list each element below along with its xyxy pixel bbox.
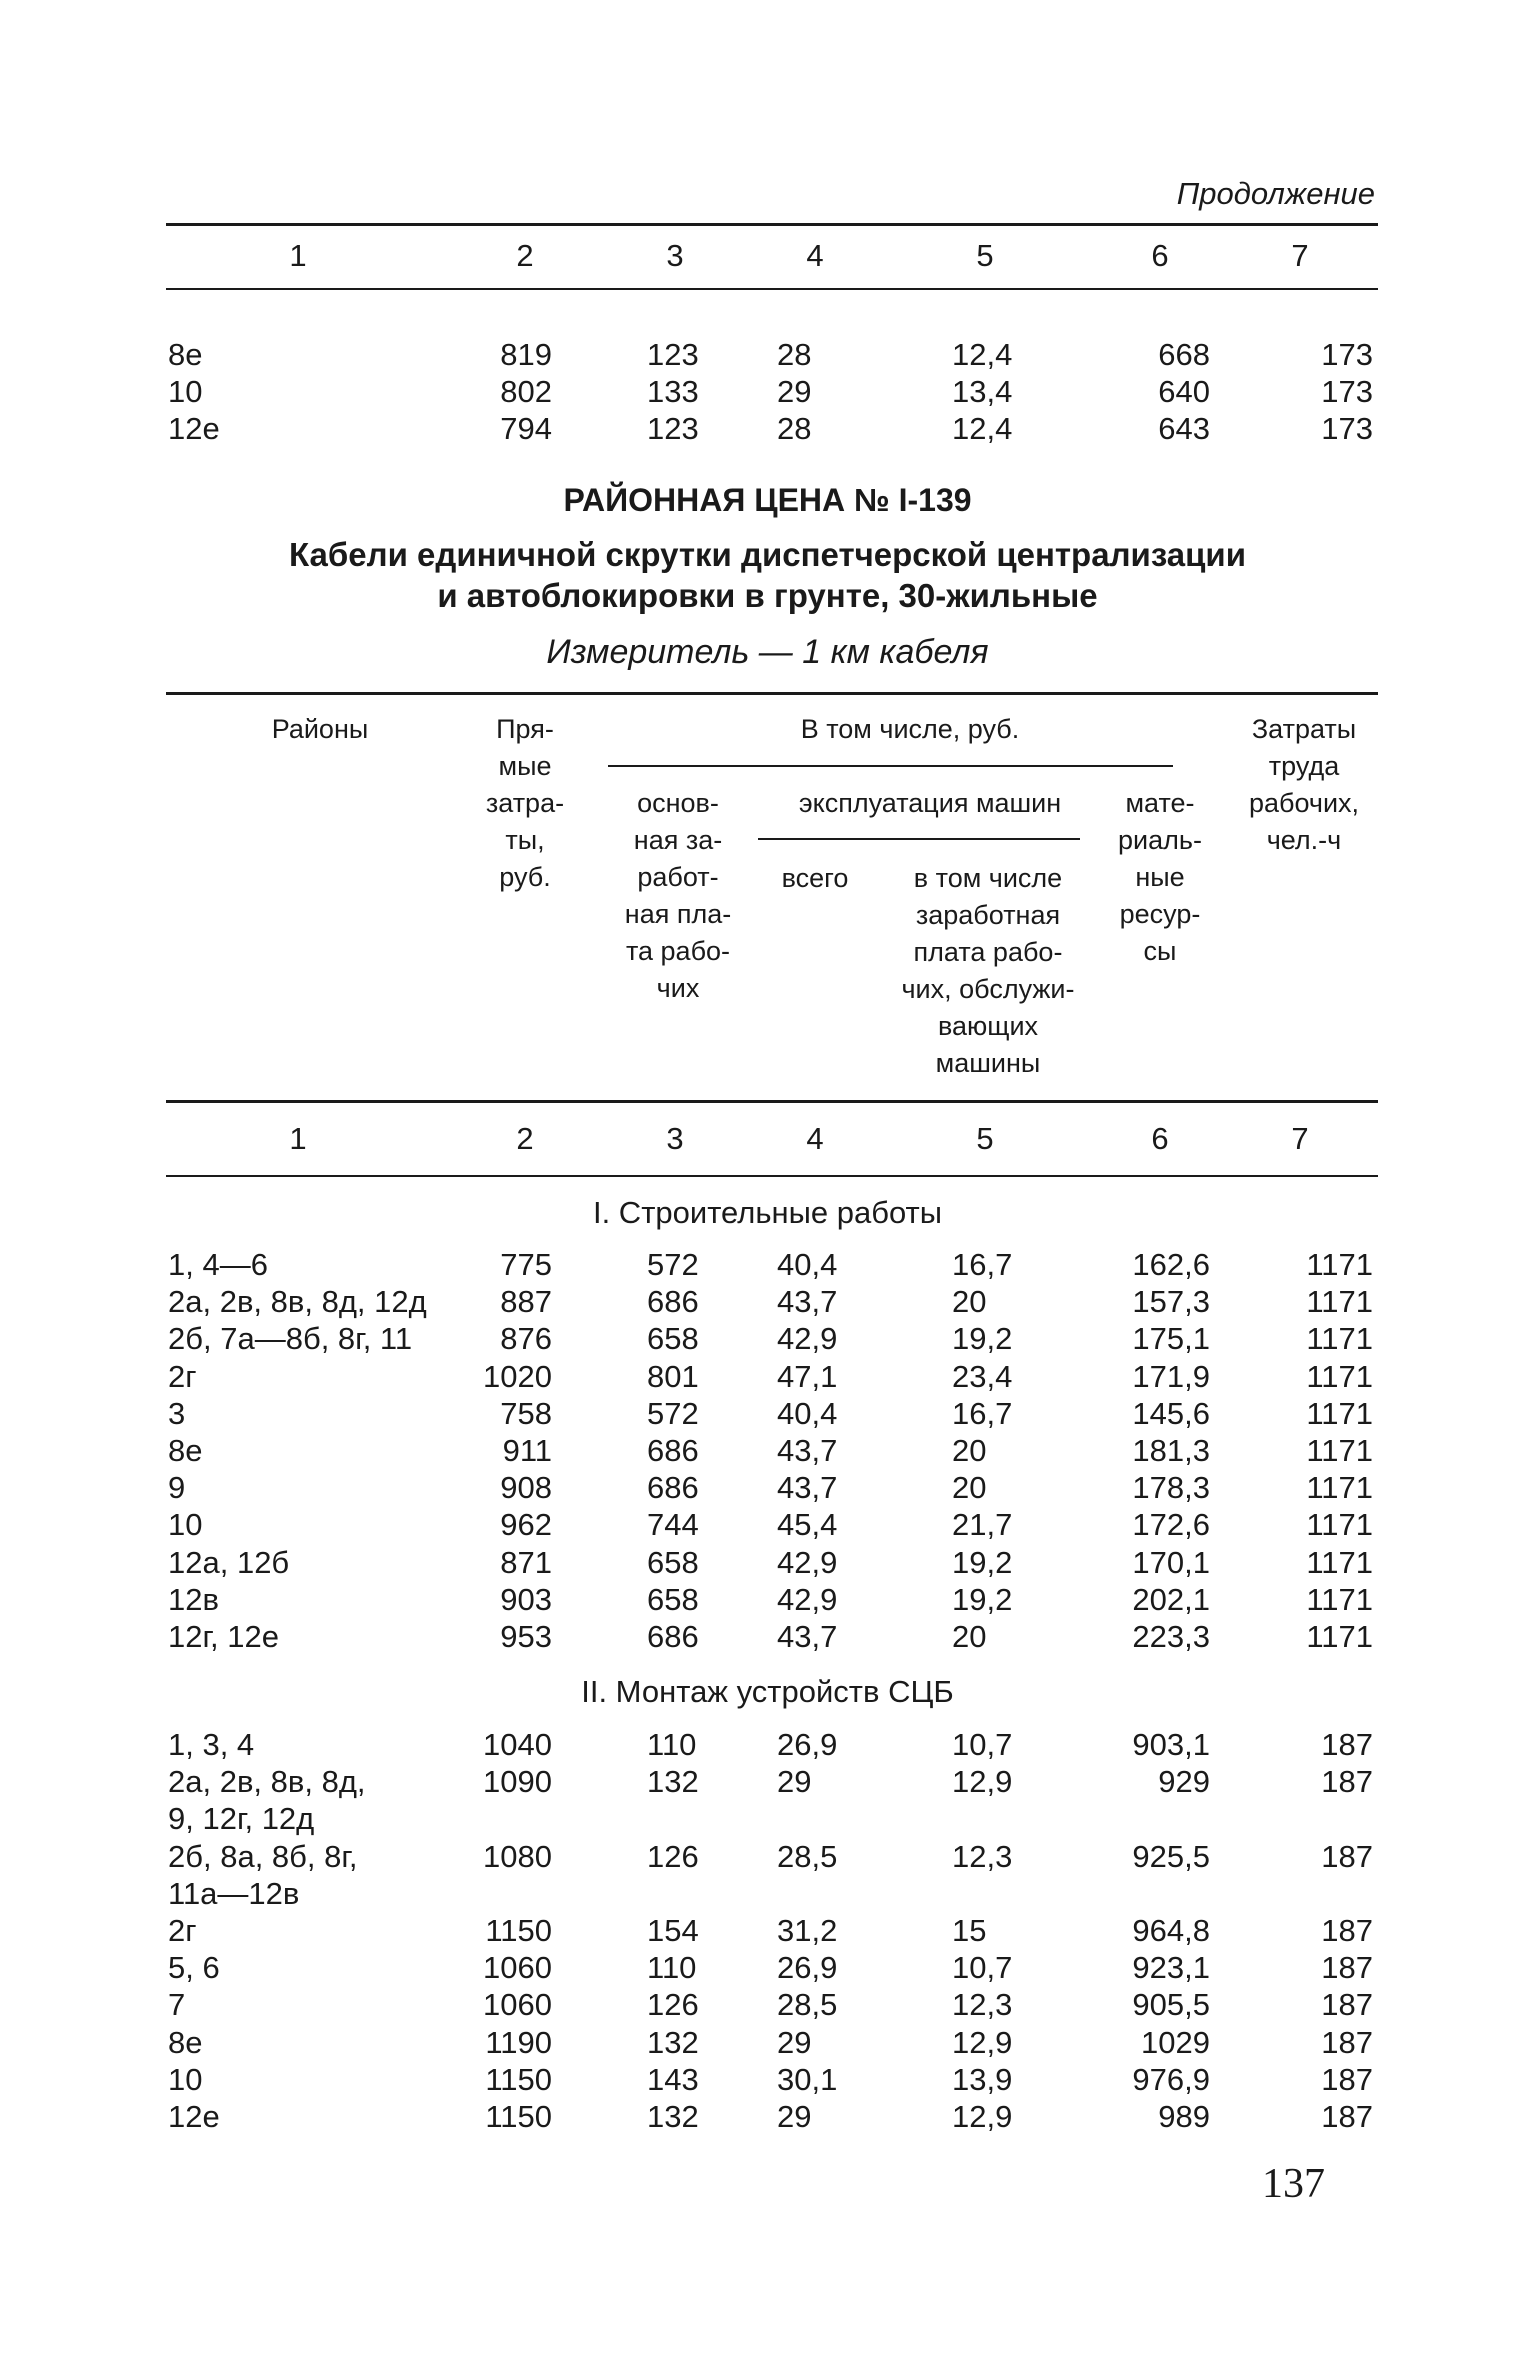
page-number: 137 [1262,2161,1325,2207]
column-number: 1 [289,238,307,273]
table-cell: 42,9 [777,1581,838,1617]
column-number: 5 [976,238,994,273]
table-cell: 871 [500,1544,552,1580]
table-cell: 28 [777,411,812,446]
table-cell: 40,4 [777,1247,838,1282]
table-cell: 12,4 [952,411,1013,446]
table-cell: 126 [647,1987,699,2023]
table-cell: 929 [1158,1764,1210,1800]
header-line: руб. [499,862,551,892]
table-cell: 1171 [1306,1433,1373,1468]
table-cell: 1040 [483,1727,552,1762]
table-cell: 572 [647,1395,699,1431]
column-number: 4 [806,1121,824,1156]
table-cell: 19,2 [952,1581,1013,1617]
table-cell: 12,9 [952,1764,1013,1800]
table-cell: 12,4 [952,337,1013,372]
table-cell: 801 [647,1358,699,1394]
table-cell: 28,5 [777,1987,838,2023]
table-cell: 20 [952,1284,987,1320]
header-regions: Районы [271,714,369,744]
table-cell: 20 [952,1619,987,1654]
table-cell: 686 [647,1433,699,1468]
table-cell: 187 [1321,1913,1373,1948]
section-1-title: I. Строительные работы [592,1195,943,1230]
table-cell: 181,3 [1132,1433,1210,1468]
column-number: 2 [516,1121,534,1156]
table-cell: 28,5 [777,1838,838,1874]
table-cell: 132 [647,1764,699,1800]
table-cell: 13,9 [952,2061,1013,2097]
table-cell: 145,6 [1132,1395,1210,1431]
header-line: чих [656,973,700,1003]
table-cell: 903 [500,1581,552,1617]
table-cell: 110 [647,1950,697,1986]
table-cell: 686 [647,1470,699,1506]
table-cell: 1171 [1306,1619,1373,1654]
table-cell: 13,4 [952,374,1013,409]
table-cell: 19,2 [952,1321,1013,1357]
table-cell: 173 [1321,337,1373,372]
row-label: 2а, 2в, 8в, 8д, [168,1764,366,1800]
table-cell: 31,2 [777,1913,838,1948]
row-label: 10 [168,374,203,409]
header-line: ты, [505,825,545,855]
table-cell: 157,3 [1132,1284,1210,1320]
table-cell: 26,9 [777,1727,838,1762]
header-line: рабочих, [1248,788,1360,818]
table-cell: 202,1 [1132,1581,1210,1617]
table-cell: 110 [647,1727,697,1762]
table-cell: 12,9 [952,2024,1013,2060]
table-cell: 1060 [483,1950,552,1986]
table-cell: 12,3 [952,1987,1013,2023]
table-cell: 658 [647,1581,699,1617]
table-cell: 572 [647,1247,699,1282]
table-cell: 43,7 [777,1619,838,1654]
header-line: ная за- [633,825,723,855]
table-cell: 1171 [1306,1544,1373,1580]
top-table-rule-mid [166,288,1378,290]
table-cell: 686 [647,1619,699,1654]
column-number: 6 [1151,238,1169,273]
table-cell: 643 [1158,411,1210,446]
measure-line: Измеритель — 1 км кабеля [546,633,989,671]
header-line: ресур- [1119,899,1201,929]
main-table-rule-colnums [166,1175,1378,1177]
table-cell: 173 [1321,411,1373,446]
section-2-title: II. Монтаж устройств СЦБ [581,1674,954,1709]
header-line: чих, обслужи- [901,974,1075,1004]
row-label: 12в [168,1581,219,1617]
table-cell: 1171 [1306,1358,1373,1394]
table-cell: 30,1 [777,2061,838,2097]
header-line: та рабо- [625,936,731,966]
main-table-rule-top [166,692,1378,695]
table-cell: 42,9 [777,1321,838,1357]
row-label: 12е [168,411,220,446]
table-cell: 1150 [485,2061,552,2097]
row-label: 9 [168,1470,186,1506]
table-cell: 1171 [1306,1247,1373,1282]
table-cell: 16,7 [952,1395,1013,1431]
table-cell: 1171 [1306,1581,1373,1617]
header-line: мате- [1125,788,1195,818]
table-cell: 45,4 [777,1507,838,1543]
table-cell: 40,4 [777,1395,838,1431]
table-cell: 925,5 [1132,1838,1210,1874]
table-cell: 187 [1321,1987,1373,2023]
table-cell: 47,1 [777,1358,838,1394]
table-cell: 1171 [1306,1284,1373,1320]
header-line: работ- [637,862,719,892]
table-cell: 187 [1321,1764,1373,1800]
table-cell: 10,7 [952,1950,1013,1986]
table-cell: 1080 [483,1838,552,1874]
row-label: 1, 4—6 [168,1247,268,1282]
table-cell: 1171 [1306,1470,1373,1506]
header-line: в том числе [913,863,1063,893]
column-number: 4 [806,238,824,273]
row-label: 10 [168,1507,203,1543]
table-cell: 658 [647,1544,699,1580]
table-cell: 29 [777,1764,812,1800]
table-cell: 744 [647,1507,699,1543]
table-cell: 43,7 [777,1284,838,1320]
table-cell: 175,1 [1132,1321,1210,1357]
header-line: затра- [485,788,565,818]
table-cell: 133 [647,374,699,409]
row-label: 8е [168,2024,203,2060]
header-incl: В том числе, руб. [800,714,1020,744]
table-cell: 1150 [485,1913,552,1948]
header-line: мые [498,751,552,781]
table-cell: 187 [1321,1727,1373,1762]
row-label: 2б, 7а—8б, 8г, 11 [168,1321,413,1357]
table-cell: 19,2 [952,1544,1013,1580]
table-cell: 187 [1321,2099,1373,2134]
column-number: 3 [666,1121,684,1156]
subtitle-line-2: и автоблокировки в грунте, 30-жильные [437,577,1098,614]
table-cell: 173 [1321,374,1373,409]
table-cell: 187 [1321,1838,1373,1874]
table-cell: 15 [952,1913,987,1948]
table-cell: 26,9 [777,1950,838,1986]
table-cell: 1171 [1306,1507,1373,1543]
header-line: вающих [937,1011,1039,1041]
row-label: 8е [168,337,203,372]
row-label: 11а—12в [168,1875,300,1911]
table-cell: 908 [500,1470,552,1506]
row-label: 2г [168,1913,197,1948]
table-cell: 162,6 [1132,1247,1210,1282]
table-cell: 1020 [483,1358,552,1394]
header-line: заработная [915,900,1061,930]
column-number: 6 [1151,1121,1169,1156]
table-cell: 802 [500,374,552,409]
table-cell: 29 [777,374,812,409]
header-line: основ- [637,788,719,818]
header-line: Затраты [1251,714,1357,744]
table-cell: 903,1 [1132,1727,1210,1762]
header-line: ные [1135,862,1185,892]
table-cell: 819 [500,337,552,372]
table-cell: 126 [647,1838,699,1874]
table-cell: 1029 [1141,2024,1210,2060]
header-line: машины [935,1048,1041,1078]
table-cell: 668 [1158,337,1210,372]
table-cell: 964,8 [1132,1913,1210,1948]
table-cell: 29 [777,2024,812,2060]
header-line: плата рабо- [913,937,1063,967]
table-cell: 20 [952,1433,987,1468]
column-number: 1 [289,1121,307,1156]
row-label: 10 [168,2061,203,2097]
header-incl-rule [608,765,1173,767]
table-cell: 794 [500,411,552,446]
table-cell: 21,7 [952,1507,1013,1543]
table-cell: 223,3 [1132,1619,1210,1654]
table-cell: 42,9 [777,1544,838,1580]
table-cell: 758 [500,1395,552,1431]
header-machine-rule [758,838,1080,840]
header-line: сы [1143,936,1177,966]
row-label: 12а, 12б [168,1544,290,1580]
table-cell: 953 [500,1619,552,1654]
table-cell: 132 [647,2024,699,2060]
table-cell: 171,9 [1132,1358,1210,1394]
header-total: всего [781,863,849,893]
header-line: риаль- [1118,825,1202,855]
table-cell: 775 [500,1247,552,1282]
table-cell: 12,3 [952,1838,1013,1874]
header-line: Пря- [496,714,554,744]
table-cell: 16,7 [952,1247,1013,1282]
price-title: РАЙОННАЯ ЦЕНА № I-139 [563,482,972,518]
table-cell: 1060 [483,1987,552,2023]
table-cell: 20 [952,1470,987,1506]
row-label: 5, 6 [168,1950,220,1986]
header-line: труда [1268,751,1340,781]
row-label: 12е [168,2099,220,2134]
row-label: 9, 12г, 12д [168,1801,315,1837]
table-cell: 976,9 [1132,2061,1210,2097]
table-cell: 911 [502,1433,552,1468]
column-number: 7 [1291,238,1309,273]
table-cell: 43,7 [777,1470,838,1506]
column-number: 7 [1291,1121,1309,1156]
table-cell: 962 [500,1507,552,1543]
continuation-label: Продолжение [1176,176,1375,211]
top-table-rule-top [166,223,1378,226]
table-cell: 1171 [1306,1395,1373,1431]
table-cell: 143 [647,2061,699,2097]
table-cell: 187 [1321,1950,1373,1986]
table-cell: 187 [1321,2024,1373,2060]
column-number: 5 [976,1121,994,1156]
column-number: 3 [666,238,684,273]
column-number: 2 [516,238,534,273]
row-label: 2б, 8а, 8б, 8г, [168,1838,358,1874]
table-cell: 123 [647,337,699,372]
table-cell: 876 [500,1321,552,1357]
row-label: 1, 3, 4 [168,1727,255,1762]
row-label: 7 [168,1987,186,2023]
table-cell: 28 [777,337,812,372]
header-line: чел.-ч [1266,825,1342,855]
table-cell: 640 [1158,374,1210,409]
row-label: 8е [168,1433,203,1468]
row-label: 2а, 2в, 8в, 8д, 12д [168,1284,427,1320]
table-cell: 154 [647,1913,699,1948]
table-cell: 132 [647,2099,699,2134]
table-cell: 905,5 [1132,1987,1210,2023]
table-cell: 178,3 [1132,1470,1210,1506]
table-cell: 887 [500,1284,552,1320]
table-cell: 123 [647,411,699,446]
table-cell: 29 [777,2099,812,2134]
row-label: 3 [168,1395,186,1431]
table-cell: 1171 [1306,1321,1373,1357]
table-cell: 923,1 [1132,1950,1210,1986]
table-cell: 10,7 [952,1727,1013,1762]
row-label: 2г [168,1358,197,1394]
table-cell: 989 [1158,2099,1210,2134]
table-cell: 170,1 [1132,1544,1210,1580]
main-table-rule-header-bottom [166,1100,1378,1103]
subtitle-line-1: Кабели единичной скрутки диспетчерской централизации [288,536,1247,573]
table-cell: 1090 [483,1764,552,1800]
table-cell: 658 [647,1321,699,1357]
table-cell: 1190 [485,2024,552,2060]
table-cell: 43,7 [777,1433,838,1468]
row-label: 12г, 12е [168,1619,279,1654]
header-machine-ops: эксплуатация машин [798,788,1062,818]
table-cell: 686 [647,1284,699,1320]
table-cell: 1150 [485,2099,552,2134]
header-line: ная пла- [624,899,732,929]
table-cell: 12,9 [952,2099,1013,2134]
table-cell: 172,6 [1132,1507,1210,1543]
table-cell: 23,4 [952,1358,1013,1394]
table-cell: 187 [1321,2061,1373,2097]
